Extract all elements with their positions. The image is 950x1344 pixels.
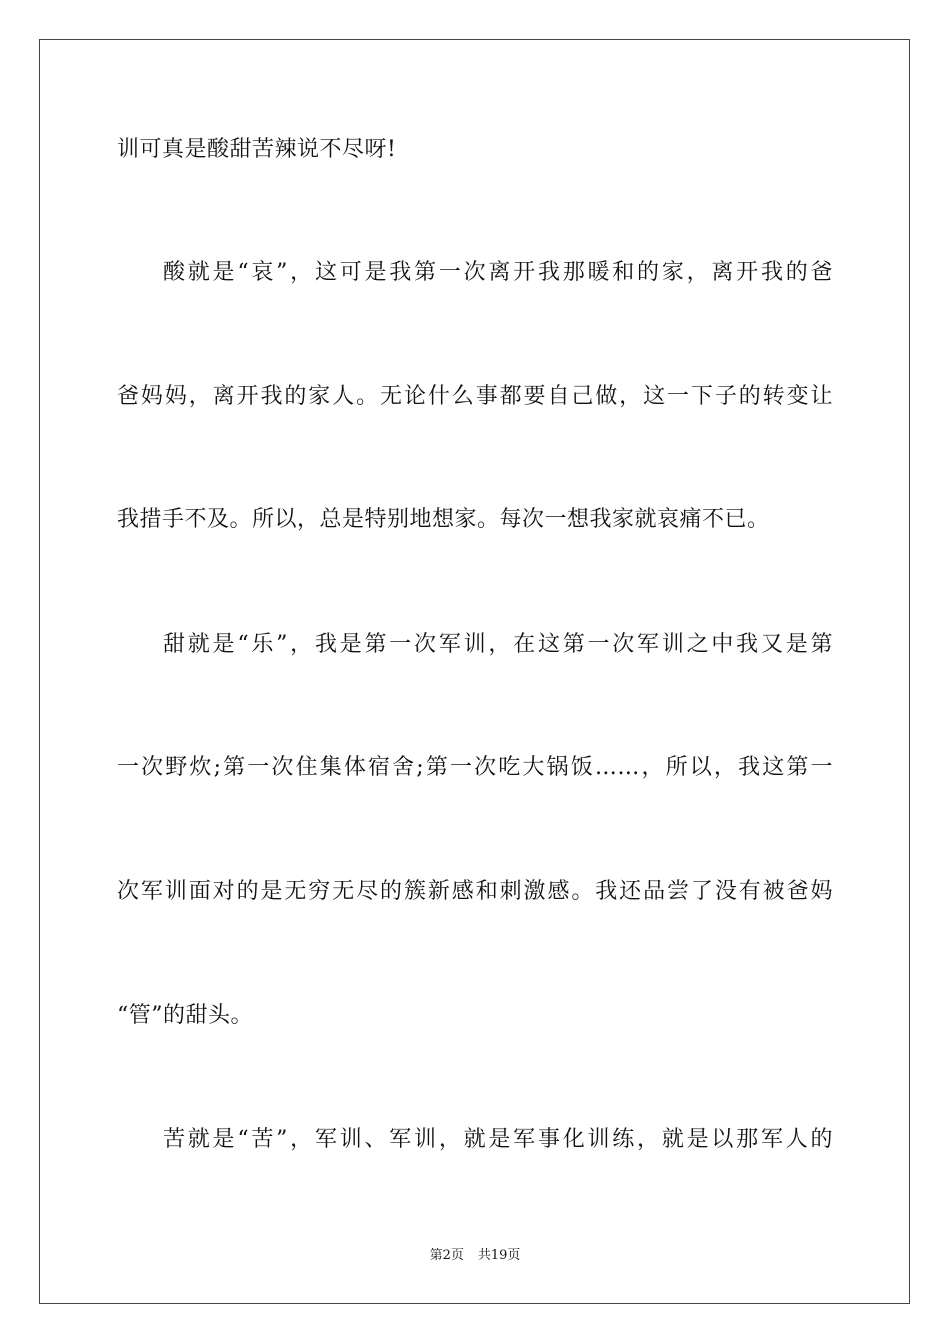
text-line-7: 次军训面对的是无穷无尽的簇新感和刺激感。我还品尝了没有被爸妈: [117, 879, 833, 904]
text-line-3: 爸妈妈，离开我的家人。无论什么事都要自己做，这一下子的转变让: [117, 384, 833, 409]
text-line-1: 训可真是酸甜苦辣说不尽呀!: [117, 137, 397, 162]
page-footer: [0, 1248, 950, 1264]
text-line-4: 我措手不及。所以，总是特别地想家。每次一想我家就哀痛不已。: [117, 507, 770, 532]
text-line-8: “管”的甜头。: [117, 1003, 253, 1028]
text-line-6: 一次野炊;第一次住集体宿舍;第一次吃大锅饭……，所以，我这第一: [117, 755, 833, 780]
page-border: [39, 39, 910, 1304]
text-line-5: 甜就是“乐”，我是第一次军训，在这第一次军训之中我又是第: [163, 632, 833, 657]
text-line-2: 酸就是“哀”，这可是我第一次离开我那暖和的家，离开我的爸: [163, 260, 833, 285]
page-total: 共19页: [477, 1248, 521, 1263]
text-line-9: 苦就是“苦”，军训、军训，就是军事化训练，就是以那军人的: [163, 1127, 833, 1152]
page-number: 第2页: [429, 1248, 464, 1263]
